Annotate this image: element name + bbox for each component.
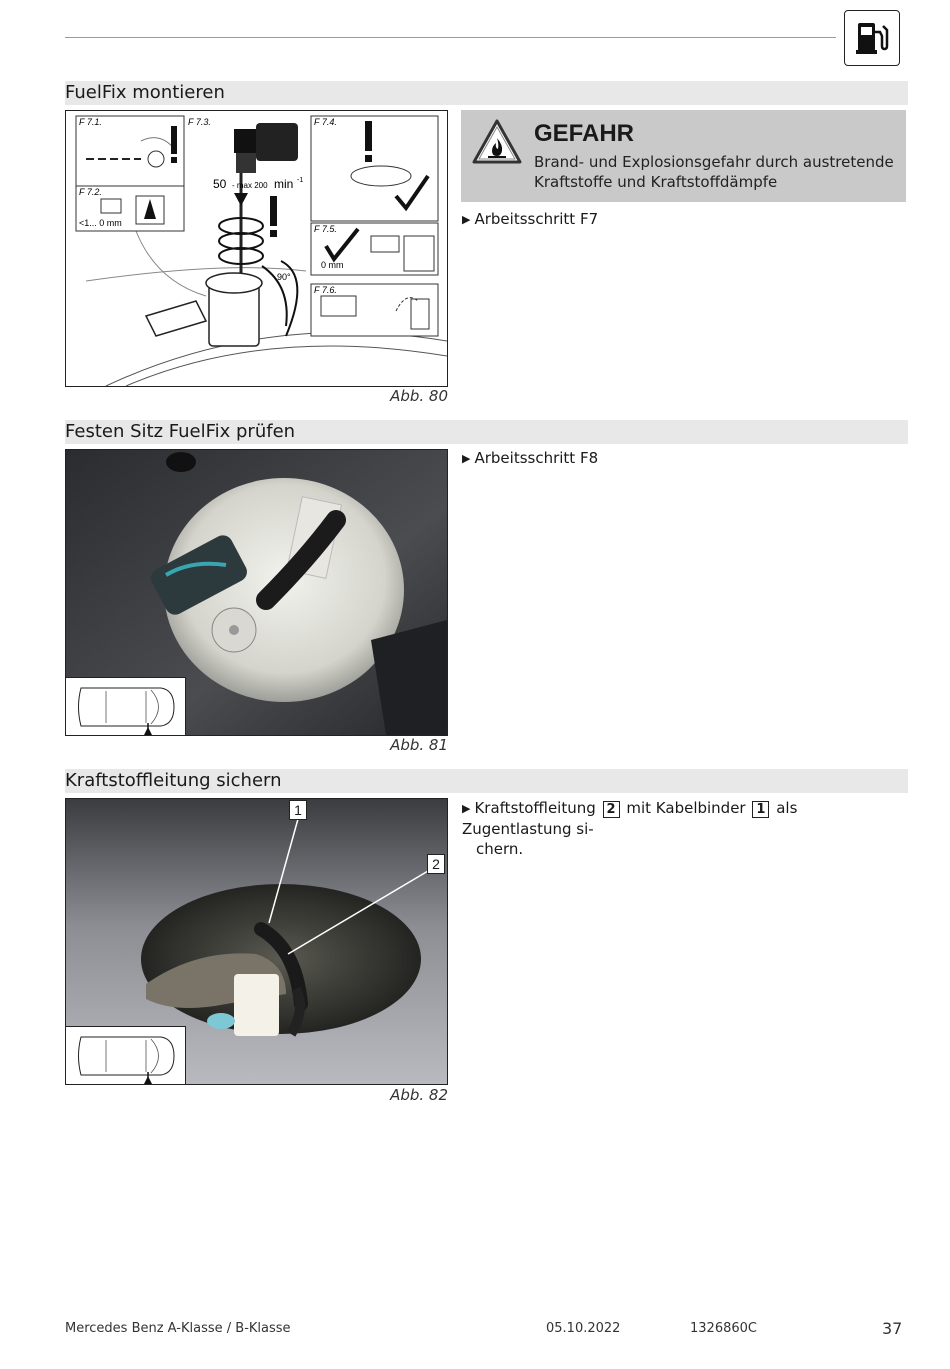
figure-81 [65, 449, 448, 736]
callout-2: 2 [427, 854, 445, 874]
step-f8: ▶ Arbeitsschritt F8 [462, 449, 599, 467]
footer-date: 05.10.2022 [546, 1321, 621, 1336]
bullet-arrow-icon: ▶ [462, 802, 471, 815]
label-f72: F 7.2. [79, 187, 102, 197]
fire-warning-icon [471, 118, 523, 166]
section-heading-kraftstoffleitung [65, 769, 908, 793]
label-rpm-exp: -1 [297, 177, 304, 184]
section-heading-fuelfix-montieren [65, 81, 908, 105]
car-top-view-icon [66, 1027, 186, 1085]
label-rpm-mid: - max 200 [232, 181, 268, 190]
label-angle: 90° [277, 272, 291, 282]
label-zero-mm: 0 mm [321, 260, 344, 270]
footer-doc-number: 1326860C [690, 1321, 757, 1336]
bullet-arrow-icon: ▶ [462, 452, 471, 465]
fuel-pump-icon [844, 10, 900, 66]
step-kraftstoffleitung: ▶ Kraftstoffleitung 2 mit Kabelbinder 1 als Zugentlastung si- chern. [462, 799, 798, 858]
label-gap: <1... 0 mm [79, 218, 122, 228]
section-heading-festen-sitz [65, 420, 908, 444]
fuelfix-diagram [66, 111, 447, 386]
figure-caption: Abb. 80 [390, 387, 448, 405]
section-title: Festen Sitz FuelFix prüfen [65, 421, 296, 442]
label-f73: F 7.3. [188, 117, 211, 127]
figure-caption: Abb. 81 [390, 736, 448, 754]
label-f71: F 7.1. [79, 117, 102, 127]
label-rpm-unit: min [274, 177, 294, 191]
label-f75: F 7.5. [314, 224, 337, 234]
section-title: FuelFix montieren [65, 82, 225, 103]
label-f74: F 7.4. [314, 117, 337, 127]
car-position-inset [66, 1026, 186, 1084]
warning-box [461, 110, 906, 202]
label-rpm-prefix: 50 [213, 177, 227, 191]
car-top-view-icon [66, 678, 186, 736]
figure-82 [65, 798, 448, 1085]
step-f7: ▶ Arbeitsschritt F7 [462, 210, 599, 228]
warning-text: Brand- und Explosionsgefahr durch austretende Kraftstoffe und Kraftstoffdämpfe [534, 153, 894, 191]
label-f76: F 7.6. [314, 285, 337, 295]
ref-number-1: 1 [752, 801, 769, 818]
warning-title: GEFAHR [534, 120, 635, 147]
figure-caption: Abb. 82 [390, 1086, 448, 1104]
page-number: 37 [882, 1319, 903, 1338]
bullet-arrow-icon: ▶ [462, 213, 471, 226]
footer-model: Mercedes Benz A-Klasse / B-Klasse [65, 1321, 291, 1336]
figure-80 [65, 110, 448, 387]
ref-number-2: 2 [603, 801, 620, 818]
header-rule [65, 37, 836, 38]
car-position-inset [66, 677, 186, 735]
section-title: Kraftstoffleitung sichern [65, 770, 282, 791]
callout-1: 1 [289, 800, 307, 820]
